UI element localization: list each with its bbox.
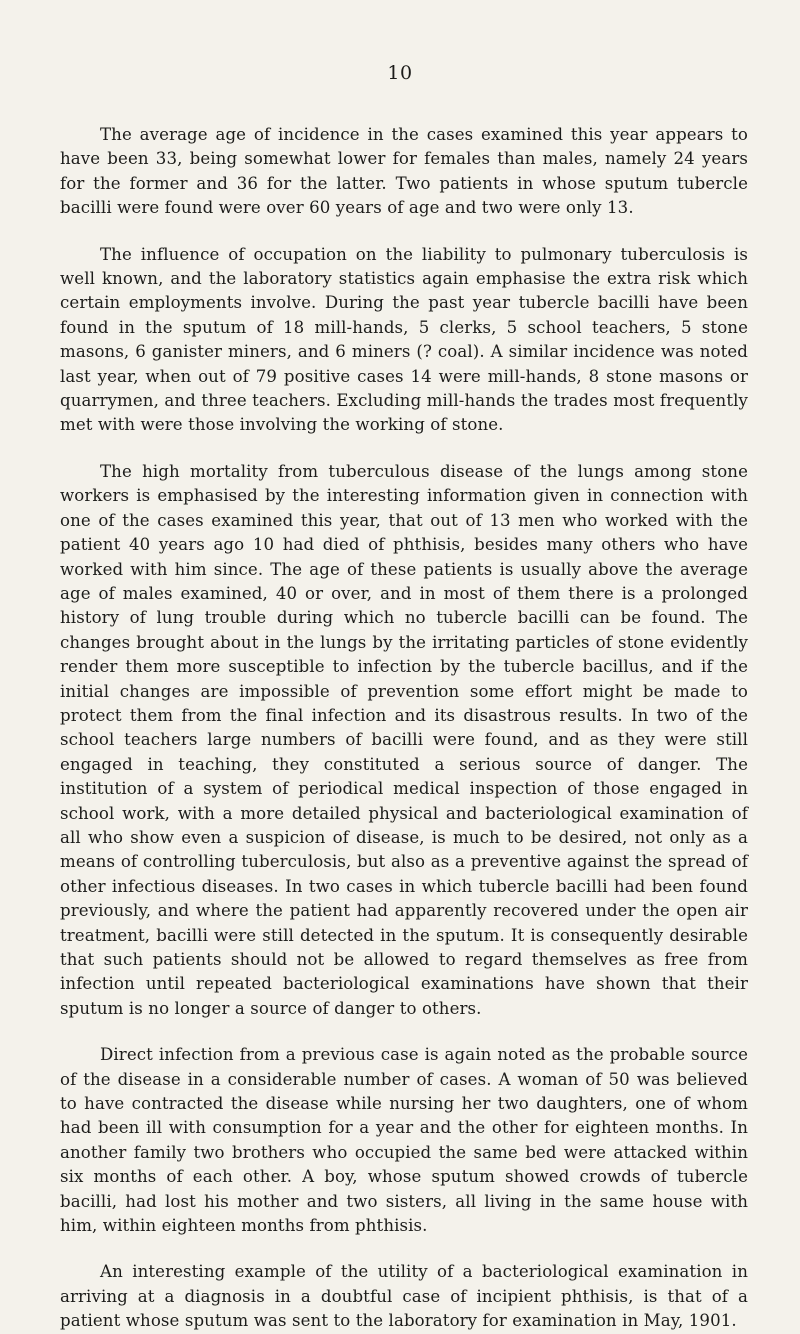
paragraph-direct-infection: Direct infection from a previous case is again noted as the probable source of the disease in a considerable number of cases. A woman of 50 was believed to have contracted the disease while nursing her two daughters, one of whom had been ill with consumption for a year and the other for eighteen months. In another family two brothers who occupied the same bed were attacked within six months of each other. A boy, whose sputum showed crowds of tubercle bacilli, had lost his mother and two sisters, all living in the same house with him, within eighteen months from phthisis. bbox=[60, 1045, 748, 1236]
paragraph-average-age: The average age of incidence in the cases examined this year appears to have been 33, being somewhat lower for females than males, namely 24 years for the former and 36 for the latter. Two patients in whose sputum tubercle bacilli were found were over 60 years of age and two were only 13. bbox=[60, 125, 748, 218]
paragraph-diagnosis-example: An interesting example of the utility of a bacteriological examination in arriving at a diagnosis in a doubtful case of incipient phthisis, is that of a patient whose sputum was sent to the laboratory for examination in May, 1901. bbox=[60, 1262, 748, 1331]
page-number: 10 bbox=[387, 62, 413, 84]
paragraph-occupation: The influence of occupation on the liability to pulmonary tuberculosis is well known, and the laboratory statistics again emphasise the extra risk which certain employments involve. During the past year tubercle bacilli have been found in the sputum of 18 mill-hands, 5 clerks, 5 school teachers, 5 stone masons, 6 ganister miners, and 6 miners (? coal). A similar incidence was noted last year, when out of 79 positive cases 14 were mill-hands, 8 stone masons or quarrymen, and three teachers. Excluding mill-hands the trades most frequently met with were those involving the working of stone. bbox=[60, 244, 748, 435]
body-text bbox=[60, 123, 748, 1334]
paragraph-stone-workers: The high mortality from tuberculous disease of the lungs among stone workers is emphasised by the interesting information given in connection with one of the cases examined this year, that out of 13 men who worked with the patient 40 years ago 10 had died of phthisis, besides many others who have worked with him since. The age of these patients is usually above the average age of males examined, 40 or over, and in most of them there is a prolonged history of lung trouble during which no tubercle bacilli can be found. The changes brought about in the lungs by the irritating particles of stone evidently render them more susceptible to infection by the tubercle bacillus, and if the initial changes are impossible of prevention some effort might be made to protect them from the final infection and its disastrous results. In two of the school teachers large numbers of bacilli were found, and as they were still engaged in teaching, they constituted a serious source of danger. The institution of a system of periodical medical inspection of those engaged in school work, with a more detailed physical and bacteriological examination of all who show even a suspicion of disease, is much to be desired, not only as a means of controlling tuberculosis, but also as a preventive against the spread of other infectious diseases. In two cases in which tubercle bacilli had been found previously, and where the patient had apparently recovered under the open air treatment, bacilli were still detected in the sputum. It is consequently desirable that such patients should not be allowed to regard themselves as free from infection until repeated bacteriological examinations have shown that their sputum is no longer a source of danger to others. bbox=[60, 461, 748, 1018]
